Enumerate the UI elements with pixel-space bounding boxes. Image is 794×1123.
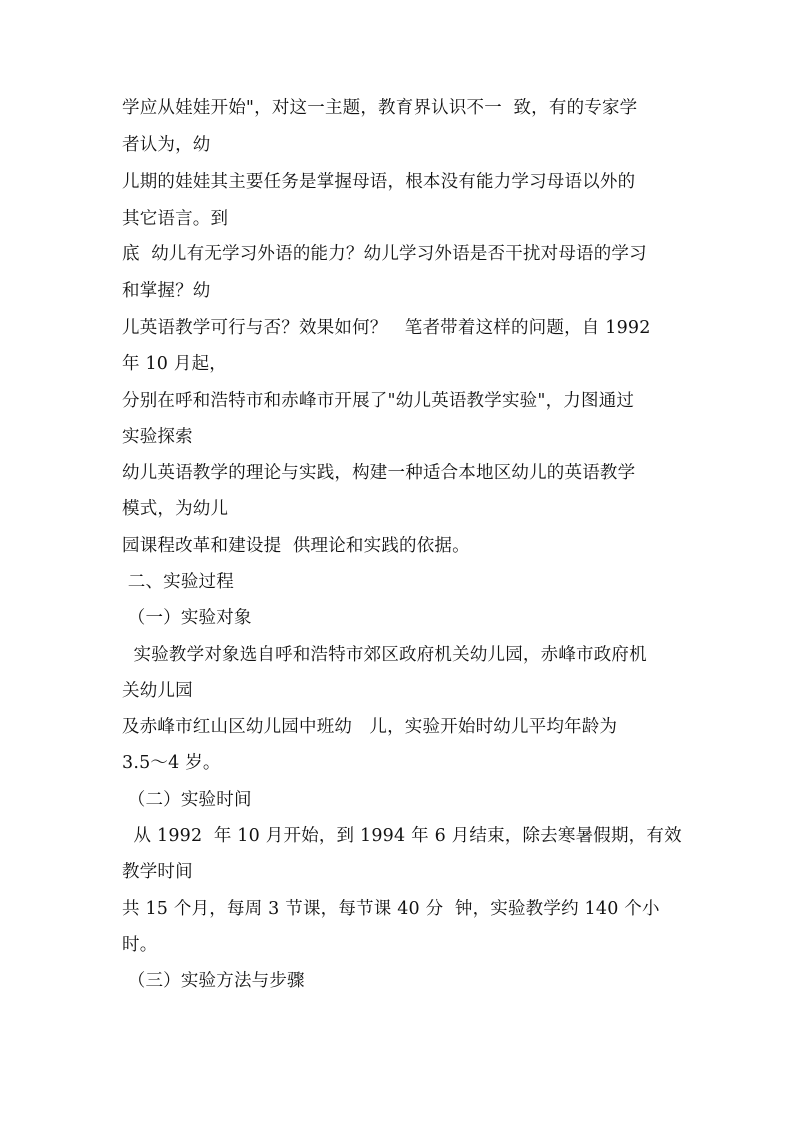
- text-line: 园课程改革和建设提 供理论和实践的依据。: [122, 536, 470, 556]
- subsection-heading: （二）实验时间: [122, 790, 252, 810]
- text-line: 教学时间: [122, 862, 193, 882]
- text-line: 底 幼儿有无学习外语的能力？幼儿学习外语是否干扰对母语的学习: [122, 244, 647, 264]
- subsection-heading: （一）实验对象: [122, 608, 252, 628]
- text-line: 分别在呼和浩特市和赤峰市开展了"幼儿英语教学实验"，力图通过: [122, 391, 635, 411]
- text-line: 儿英语教学可行与否？效果如何？ 笔者带着这样的问题，自 1992: [122, 318, 651, 338]
- text-line: 者认为，幼: [122, 135, 211, 155]
- text-line: 时。: [122, 935, 158, 955]
- text-line: 3.5～4 岁。: [122, 753, 221, 773]
- subsection-heading: （三）实验方法与步骤: [122, 971, 305, 991]
- text-line: 从 1992 年 10 月开始，到 1994 年 6 月结束，除去寒暑假期，有效: [122, 826, 682, 846]
- text-line: 共 15 个月，每周 3 节课，每节课 40 分 钟，实验教学约 140 个小: [122, 899, 660, 919]
- text-line: 实验探索: [122, 427, 193, 447]
- text-line: 幼儿英语教学的理论与实践，构建一种适合本地区幼儿的英语教学: [122, 463, 636, 483]
- text-line: 其它语言。到: [122, 209, 229, 229]
- text-line: 学应从娃娃开始"，对这一主题，教育界认识不一 致，有的专家学: [122, 98, 638, 118]
- text-line: 年 10 月起，: [122, 354, 227, 374]
- text-line: 及赤峰市红山区幼儿园中班幼 儿，实验开始时幼儿平均年龄为: [122, 717, 618, 737]
- text-line: 模式，为幼儿: [122, 499, 229, 519]
- text-line: 儿期的娃娃其主要任务是掌握母语，根本没有能力学习母语以外的: [122, 172, 636, 192]
- section-heading: 二、实验过程: [122, 572, 234, 592]
- text-line: 关幼儿园: [122, 681, 193, 701]
- text-line: 和掌握？幼: [122, 281, 211, 301]
- text-line: 实验教学对象选自呼和浩特市郊区政府机关幼儿园，赤峰市政府机: [122, 645, 647, 665]
